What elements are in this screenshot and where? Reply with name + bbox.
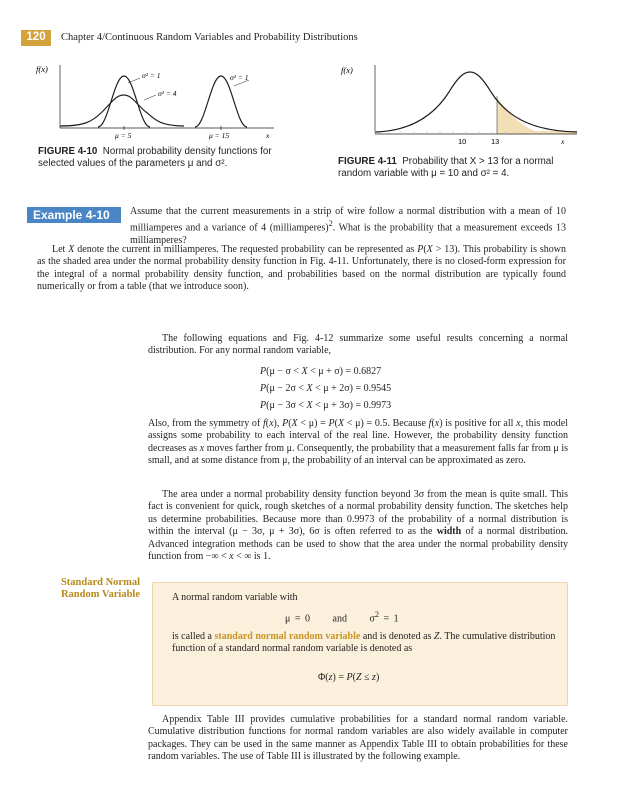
definition-parameters: μ = 0 and $\sigma^2 = 1$ bbox=[285, 610, 399, 625]
figure-4-11-plot bbox=[337, 60, 587, 150]
fig10-curve-label-1: σ² = 1 bbox=[142, 71, 161, 80]
fig10-curve-label-3: σ² = 1 bbox=[230, 73, 249, 82]
curve-mu15 bbox=[195, 76, 247, 127]
example-label: Example 4-10 bbox=[27, 207, 121, 223]
definition-statement: is called a standard normal random variable and is denoted as Z. The cumulative distribution function of a standard normal random variable is denoted as bbox=[172, 631, 556, 655]
cdf-note: distribution function of a standard normal random variable is denoted as bbox=[172, 631, 556, 655]
equation-3: P(μ − 3σ < X < μ + 3σ) = 0.9973 bbox=[260, 400, 392, 411]
figure-4-10-caption-text: Normal probability density functions for selected values of the parameters μ and σ². bbox=[38, 146, 272, 169]
figure-4-11-caption-text: Probability that X > 13 for a normal random variable with μ = 10 and σ² = 4. bbox=[338, 156, 554, 179]
figure-4-10-caption bbox=[38, 146, 300, 169]
definition-intro: A normal random variable with bbox=[172, 592, 298, 603]
side-heading-line-1: Standard Normal bbox=[60, 577, 140, 588]
equation-2: P(μ − 2σ < X < μ + 2σ) = 0.9545 bbox=[260, 383, 392, 394]
curve-mu5 bbox=[98, 76, 150, 127]
side-heading bbox=[48, 577, 140, 601]
equation-1: P(μ − σ < X < μ + σ) = 0.6827 bbox=[260, 366, 382, 377]
fig10-curve-label-2: σ² = 4 bbox=[158, 89, 177, 98]
paragraph-intro: The following equations and Fig. 4-12 summarize some useful results concerning a normal distribution. For any normal random variable, bbox=[148, 333, 568, 357]
figure-4-10-plot bbox=[34, 60, 284, 140]
fig11-y-label: f(x) bbox=[341, 65, 353, 75]
normal-curve bbox=[375, 72, 577, 132]
example-problem: Assume that the current measurements in a strip of wire follow a normal distribution with a mean of 10 milliamperes and a variance of 4 (milliamperes)$^2$. What is the probability that a measurement exceeds 13 milliamperes? bbox=[130, 206, 566, 247]
fig10-x-label: x bbox=[266, 131, 270, 140]
figure-4-11-caption-label: FIGURE 4-11 bbox=[338, 156, 397, 167]
figure-4-11 bbox=[337, 60, 587, 150]
fig11-tick-label-1: 10 bbox=[458, 137, 467, 146]
fig11-tick-label-2: 13 bbox=[491, 137, 500, 146]
standard-normal-term: standard normal random variable bbox=[214, 631, 361, 642]
figure-4-10 bbox=[34, 60, 284, 140]
fig10-y-label: f(x) bbox=[36, 64, 48, 74]
definition-cdf-equation: Φ(z) = P(Z ≤ z) bbox=[318, 672, 380, 683]
fig10-tick-label-1: μ = 5 bbox=[115, 131, 132, 140]
and-word: and bbox=[332, 613, 347, 625]
figure-4-10-caption-label: FIGURE 4-10 bbox=[38, 146, 98, 157]
figure-4-11-caption bbox=[338, 156, 588, 179]
chapter-title: Chapter 4/Continuous Random Variables and Probability Distributions bbox=[61, 32, 358, 43]
curve-sigma4 bbox=[60, 95, 184, 126]
fig10-tick-label-2: μ = 15 bbox=[209, 131, 230, 140]
example-solution: Let X denote the current in milliamperes. The requested probability can be represented as P(X > 13). This probability is shown as the shaded area under the normal probability density function in Fig. 4-11. Unfortunately, there is no closed-form expression for the integral of a normal probability density function, and probabilities based on the normal distribution are typically found numerically or from a table (that we introduce soon). bbox=[37, 244, 567, 293]
paragraph-appendix: Appendix Table III provides cumulative probabilities for a standard normal random variable. Cumulative distribution functions for normal random variables are also widely available in computer packages. They can be used in the same manner as Appendix Table III to obtain probabilities for these random variables. The use of Table III is illustrated by the following example. bbox=[148, 714, 568, 763]
fig11-x-label: x bbox=[561, 137, 565, 146]
paragraph-width: The area under a normal probability density function beyond 3σ from the mean is quite small. This fact is convenient for quick, rough sketches of a normal probability density function. The sketches help us determine probabilities. Because more than 0.9973 of the probability of a normal distribution is within the interval (μ − 3σ, μ + 3σ), 6σ is often referred to as the width of a normal distribution. Advanced integration methods can be used to show that the area under the normal probability density function from −∞ < x < ∞ is 1. bbox=[148, 489, 568, 563]
paragraph-symmetry: Also, from the symmetry of f(x), P(X < μ) = P(X < μ) = 0.5. Because f(x) is positive for all x, this model assigns some probability to each interval of the real line. However, the probability density function decreases as x moves farther from μ. Consequently, the probability that a measurement falls far from μ is small, and at some distance from μ, the probability of an interval can be approximated as zero. bbox=[148, 418, 569, 467]
page-number: 120 bbox=[26, 31, 46, 43]
tail-shading bbox=[497, 98, 577, 134]
side-heading-line-2: Random Variable bbox=[60, 589, 140, 600]
